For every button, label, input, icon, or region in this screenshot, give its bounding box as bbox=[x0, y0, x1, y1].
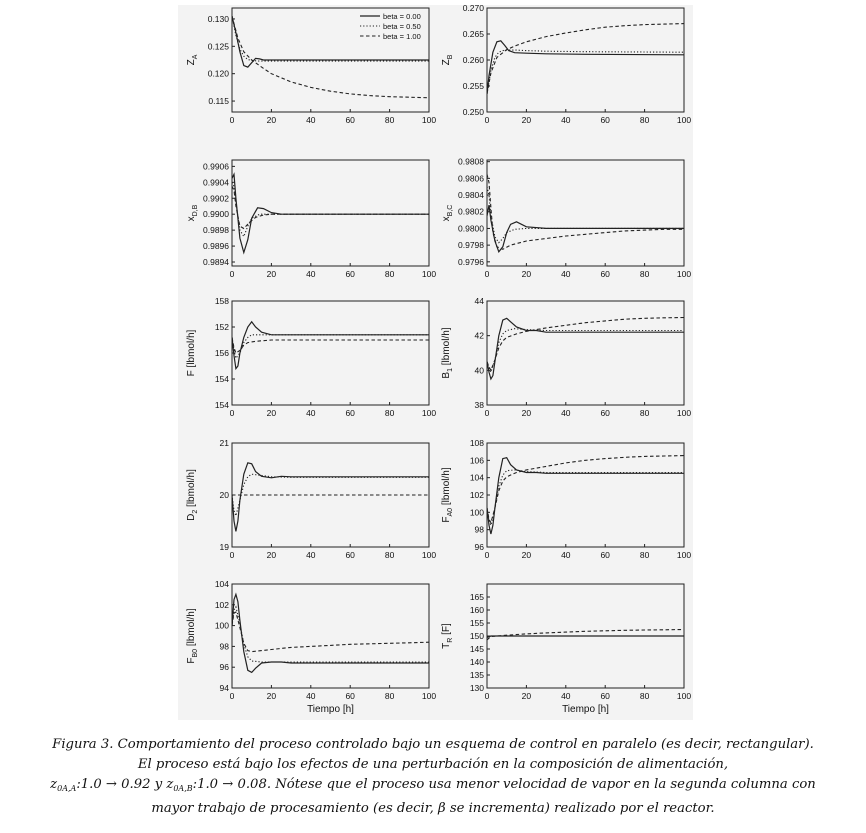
y-tick-label: 154 bbox=[214, 400, 229, 410]
y-tick-label: 0.9906 bbox=[203, 161, 229, 172]
y-tick-label: 0.9806 bbox=[458, 173, 484, 184]
x-tick-label: 100 bbox=[421, 115, 437, 125]
x-tick-label: 0 bbox=[484, 115, 490, 125]
x-tick-label: 60 bbox=[600, 691, 610, 701]
series-line-dotted bbox=[487, 50, 684, 94]
series-line-dashed bbox=[487, 24, 684, 94]
x-tick-label: 100 bbox=[421, 550, 437, 560]
x-tick-label: 20 bbox=[521, 550, 532, 560]
series-line-dashed bbox=[232, 612, 429, 652]
x-tick-label: 20 bbox=[266, 269, 277, 279]
x-tick-label: 40 bbox=[306, 115, 316, 125]
x-tick-label: 80 bbox=[384, 408, 395, 418]
y-axis-label-main: F [lbmol/h] bbox=[186, 329, 197, 377]
x-tick-label: 80 bbox=[384, 550, 395, 560]
y-axis-label bbox=[441, 327, 454, 378]
x-tick-label: 100 bbox=[421, 691, 437, 701]
x-axis-label: Tiempo [h] bbox=[307, 704, 354, 715]
caption-z-subscript-b: 0A,B bbox=[173, 784, 193, 793]
y-axis-label bbox=[186, 54, 199, 65]
y-tick-label: 152 bbox=[214, 322, 229, 332]
caption-z-value-a: :1.0 → 0.92 y bbox=[76, 777, 163, 792]
y-axis-label-sub: 1 bbox=[447, 368, 454, 372]
x-tick-label: 20 bbox=[521, 691, 532, 701]
x-tick-label: 100 bbox=[676, 115, 692, 125]
caption-line-1: Figura 3. Comportamiento del proceso controlado bajo un esquema de control en paralelo (es decir, rectangular). bbox=[52, 737, 814, 752]
y-tick-label: 130 bbox=[469, 683, 484, 693]
x-tick-label: 60 bbox=[345, 691, 355, 701]
legend-label: beta = 0.50 bbox=[383, 22, 421, 31]
x-tick-label: 60 bbox=[345, 550, 355, 560]
chart-panel-5 bbox=[186, 296, 436, 418]
y-axis-label-sub: D,B bbox=[192, 204, 199, 217]
y-tick-label: 0.130 bbox=[207, 13, 229, 24]
y-tick-label: 0.9896 bbox=[203, 241, 229, 252]
x-tick-label: 40 bbox=[561, 691, 571, 701]
series-line-dashed bbox=[487, 318, 684, 371]
y-tick-label: 150 bbox=[469, 631, 484, 641]
y-axis-label-main: x bbox=[186, 216, 197, 222]
x-tick-label: 20 bbox=[266, 408, 277, 418]
y-tick-label: 42 bbox=[474, 330, 484, 341]
y-axis-label-suffix: [lbmol/h] bbox=[441, 327, 452, 368]
y-axis-label-main: D bbox=[186, 513, 197, 521]
x-tick-label: 40 bbox=[561, 408, 571, 418]
x-tick-label: 40 bbox=[561, 269, 571, 279]
y-tick-label: 108 bbox=[469, 438, 484, 448]
x-tick-label: 80 bbox=[639, 691, 650, 701]
chart-panel-8 bbox=[441, 438, 691, 560]
y-tick-label: 102 bbox=[214, 599, 229, 610]
y-axis-label bbox=[186, 469, 199, 521]
series-line-solid bbox=[232, 322, 429, 369]
series-line-dotted bbox=[487, 329, 684, 372]
caption-z-subscript-a: 0A,A bbox=[57, 784, 77, 793]
x-tick-label: 80 bbox=[384, 269, 395, 279]
y-axis-label-main: x bbox=[441, 216, 452, 222]
y-axis-label-suffix: [lbmol/h] bbox=[186, 608, 197, 649]
y-tick-label: 135 bbox=[469, 670, 484, 680]
x-tick-label: 20 bbox=[266, 691, 277, 701]
caption-z-symbol-b: z bbox=[166, 777, 174, 792]
y-tick-label: 0.9804 bbox=[458, 190, 484, 201]
x-tick-label: 60 bbox=[600, 408, 610, 418]
y-axis-label-main: T bbox=[441, 642, 452, 649]
caption-line-4: mayor trabajo de procesamiento (es decir, β se incrementa) realizado por el reactor. bbox=[151, 801, 715, 816]
y-axis-label bbox=[441, 205, 454, 222]
x-tick-label: 0 bbox=[484, 408, 490, 418]
y-tick-label: 102 bbox=[469, 490, 484, 500]
x-tick-label: 80 bbox=[384, 115, 395, 125]
y-tick-label: 44 bbox=[474, 296, 484, 306]
y-axis-label bbox=[186, 608, 199, 663]
x-axis-label: Tiempo [h] bbox=[562, 704, 609, 715]
y-tick-label: 21 bbox=[219, 438, 229, 448]
series-line-dashed bbox=[487, 630, 684, 640]
y-axis-label-sub: A bbox=[192, 54, 199, 60]
series-line-dotted bbox=[232, 335, 429, 358]
plot-frame bbox=[232, 301, 429, 405]
x-tick-label: 100 bbox=[676, 408, 692, 418]
y-axis-label bbox=[441, 467, 454, 522]
chart-panel-3 bbox=[186, 160, 436, 279]
series-line-dotted bbox=[232, 182, 429, 236]
chart-panel-1 bbox=[186, 8, 436, 125]
y-axis-label-main: Z bbox=[441, 59, 452, 66]
y-tick-label: 106 bbox=[469, 455, 484, 466]
y-tick-label: 158 bbox=[214, 296, 229, 306]
x-tick-label: 40 bbox=[306, 550, 316, 560]
caption-line-3-rest: Nótese que el proceso usa menor velocidad de vapor en la segunda columna con bbox=[275, 777, 816, 792]
chart-panel-6 bbox=[441, 296, 691, 418]
y-tick-label: 94 bbox=[219, 683, 229, 693]
y-tick-label: 0.9800 bbox=[458, 223, 484, 234]
legend bbox=[360, 12, 421, 41]
chart-panel-4 bbox=[441, 157, 691, 279]
x-tick-label: 40 bbox=[561, 550, 571, 560]
y-axis-label-sub: B0 bbox=[192, 648, 199, 658]
y-tick-label: 19 bbox=[219, 542, 229, 552]
y-tick-label: 0.125 bbox=[207, 41, 229, 52]
series-line-dashed bbox=[232, 186, 429, 228]
x-tick-label: 80 bbox=[639, 269, 650, 279]
x-tick-label: 0 bbox=[229, 115, 235, 125]
series-line-dashed bbox=[487, 456, 684, 523]
plot-frame bbox=[487, 443, 684, 547]
plot-frame bbox=[487, 160, 684, 266]
x-tick-label: 60 bbox=[345, 115, 355, 125]
y-axis-label bbox=[441, 54, 454, 65]
y-axis-label-suffix: [lbmol/h] bbox=[186, 469, 197, 510]
caption-z-value-b: :1.0 → 0.08. bbox=[192, 777, 272, 792]
y-axis-label-main: Z bbox=[186, 59, 197, 66]
x-tick-label: 0 bbox=[229, 408, 235, 418]
y-tick-label: 0.265 bbox=[462, 29, 484, 39]
x-tick-label: 100 bbox=[676, 691, 692, 701]
series-line-dotted bbox=[232, 607, 429, 662]
y-tick-label: 98 bbox=[219, 641, 229, 652]
x-tick-label: 20 bbox=[521, 408, 532, 418]
y-axis-label-sub: A0 bbox=[447, 507, 454, 517]
x-tick-label: 0 bbox=[229, 269, 235, 279]
y-tick-label: 104 bbox=[214, 579, 229, 589]
x-tick-label: 80 bbox=[384, 691, 395, 701]
x-tick-label: 100 bbox=[676, 550, 692, 560]
y-axis-label-main: B bbox=[441, 371, 452, 379]
y-tick-label: 0.115 bbox=[208, 96, 229, 107]
y-axis-label-suffix: [F] bbox=[441, 623, 452, 638]
y-tick-label: 0.9808 bbox=[458, 156, 484, 167]
x-tick-label: 0 bbox=[229, 691, 235, 701]
y-tick-label: 0.120 bbox=[207, 68, 229, 79]
y-tick-label: 155 bbox=[469, 618, 484, 628]
series-line-solid bbox=[487, 458, 684, 534]
y-axis-label-sub: R bbox=[447, 637, 454, 643]
x-tick-label: 60 bbox=[345, 269, 355, 279]
series-line-solid bbox=[232, 174, 429, 252]
chart-panel-2 bbox=[441, 3, 691, 125]
y-tick-label: 154 bbox=[214, 374, 229, 384]
y-tick-label: 40 bbox=[474, 365, 484, 376]
y-axis-label-sub: 2 bbox=[192, 509, 199, 514]
figure-caption bbox=[0, 735, 866, 819]
x-tick-label: 20 bbox=[266, 115, 277, 125]
y-axis-label-sub: B,C bbox=[447, 204, 454, 217]
y-axis-label bbox=[186, 204, 199, 221]
y-axis-label bbox=[186, 329, 197, 376]
chart-panel-9 bbox=[186, 579, 436, 715]
x-tick-label: 0 bbox=[484, 691, 490, 701]
series-line-solid bbox=[232, 463, 429, 532]
x-tick-label: 80 bbox=[639, 408, 650, 418]
x-tick-label: 100 bbox=[421, 408, 437, 418]
x-tick-label: 20 bbox=[266, 550, 277, 560]
x-tick-label: 60 bbox=[600, 550, 610, 560]
x-tick-label: 0 bbox=[484, 550, 490, 560]
x-tick-label: 100 bbox=[676, 269, 692, 279]
y-tick-label: 0.255 bbox=[462, 81, 484, 91]
series-line-dotted bbox=[487, 470, 684, 525]
x-tick-label: 60 bbox=[600, 269, 610, 279]
caption-line-2: El proceso está bajo los efectos de una perturbación en la composición de alimentación, bbox=[137, 757, 729, 772]
plot-frame bbox=[487, 8, 684, 112]
series-line-solid bbox=[232, 594, 429, 672]
y-tick-label: 165 bbox=[469, 592, 484, 602]
y-tick-label: 156 bbox=[214, 348, 229, 358]
plot-frame bbox=[232, 160, 429, 266]
y-tick-label: 0.250 bbox=[462, 107, 484, 117]
y-tick-label: 0.9904 bbox=[203, 177, 229, 188]
y-tick-label: 0.9798 bbox=[458, 240, 484, 251]
x-tick-label: 80 bbox=[639, 115, 650, 125]
y-tick-label: 160 bbox=[469, 605, 484, 615]
y-tick-label: 145 bbox=[469, 644, 484, 654]
y-axis-label-main: F bbox=[441, 516, 452, 523]
plot-frame bbox=[232, 584, 429, 688]
y-axis-label bbox=[441, 623, 454, 649]
series-line-solid bbox=[487, 318, 684, 379]
x-tick-label: 40 bbox=[306, 408, 316, 418]
x-tick-label: 60 bbox=[600, 115, 610, 125]
y-tick-label: 98 bbox=[474, 524, 484, 535]
chart-panel-7 bbox=[186, 438, 436, 560]
y-tick-label: 100 bbox=[469, 507, 484, 518]
plot-frame bbox=[487, 301, 684, 405]
x-tick-label: 40 bbox=[306, 269, 316, 279]
series-line-dashed bbox=[232, 337, 429, 353]
x-tick-label: 40 bbox=[306, 691, 316, 701]
series-line-solid bbox=[487, 205, 684, 252]
y-tick-label: 100 bbox=[214, 620, 229, 631]
y-tick-label: 0.9898 bbox=[203, 225, 229, 236]
y-axis-label-suffix: [lbmol/h] bbox=[441, 467, 452, 508]
series-line-solid bbox=[487, 41, 684, 94]
series-line-dashed bbox=[487, 174, 684, 249]
y-tick-label: 0.9796 bbox=[458, 256, 484, 267]
x-tick-label: 20 bbox=[521, 115, 532, 125]
legend-label: beta = 1.00 bbox=[383, 32, 421, 41]
y-tick-label: 96 bbox=[474, 542, 484, 552]
y-tick-label: 96 bbox=[219, 662, 229, 673]
x-tick-label: 0 bbox=[484, 269, 490, 279]
y-axis-label-main: F bbox=[186, 657, 197, 664]
x-tick-label: 20 bbox=[521, 269, 532, 279]
y-tick-label: 140 bbox=[469, 657, 484, 667]
legend-label: beta = 0.00 bbox=[383, 12, 421, 21]
x-tick-label: 40 bbox=[561, 115, 571, 125]
caption-line-3 bbox=[0, 775, 866, 799]
caption-z-symbol-a: z bbox=[50, 777, 58, 792]
x-tick-label: 100 bbox=[421, 269, 437, 279]
y-tick-label: 0.260 bbox=[462, 55, 484, 65]
chart-panel-10 bbox=[441, 584, 691, 715]
y-tick-label: 20 bbox=[219, 490, 229, 500]
x-tick-label: 0 bbox=[229, 550, 235, 560]
x-tick-label: 60 bbox=[345, 408, 355, 418]
y-tick-label: 0.9900 bbox=[203, 209, 229, 220]
y-tick-label: 38 bbox=[474, 400, 484, 410]
y-tick-label: 0.9802 bbox=[458, 206, 484, 217]
y-tick-label: 0.9894 bbox=[203, 257, 229, 268]
y-axis-label-sub: B bbox=[447, 54, 454, 60]
x-tick-label: 80 bbox=[639, 550, 650, 560]
y-tick-label: 0.270 bbox=[462, 3, 484, 13]
y-tick-label: 104 bbox=[469, 472, 484, 483]
y-tick-label: 0.9902 bbox=[203, 193, 229, 204]
